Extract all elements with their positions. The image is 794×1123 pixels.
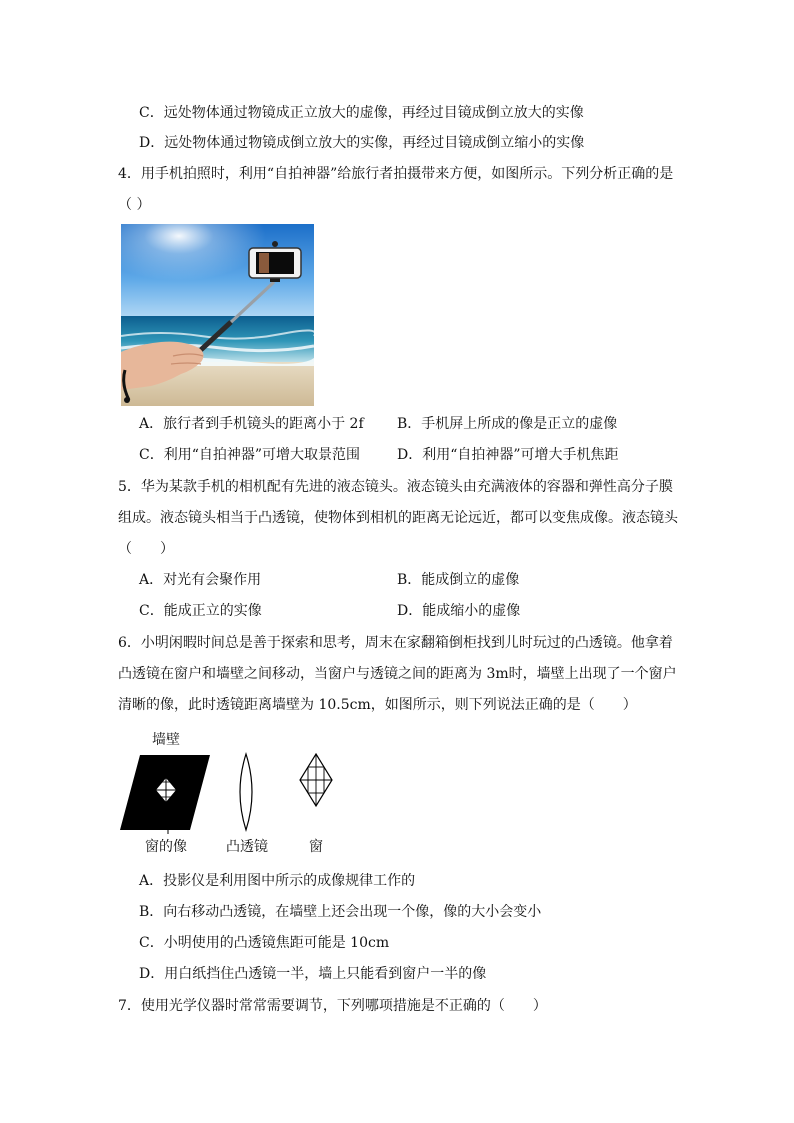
q5-option-c: C．能成正立的实像 [139,603,262,619]
figure-label-wall: 墙壁 [152,732,180,748]
window-icon [300,754,332,806]
q5-stem-line1: 5．华为某款手机的相机配有先进的液态镜头。液态镜头由充满液体的容器和弹性高分子膜 [118,479,673,495]
lens-imaging-diagram [118,752,343,834]
q5-option-d: D．能成缩小的虚像 [397,603,521,619]
q6-option-d: D．用白纸挡住凸透镜一半，墙上只能看到窗户一半的像 [139,966,487,982]
q4-option-a: A．旅行者到手机镜头的距离小于 2f [139,416,364,432]
q5-stem-line2: 组成。液态镜头相当于凸透镜，使物体到相机的距离无论远近，都可以变焦成像。液态镜头 [118,510,678,526]
q6-option-a: A．投影仪是利用图中所示的成像规律工作的 [139,873,416,889]
q3-option-c: C．远处物体通过物镜成正立放大的虚像，再经过目镜成倒立放大的实像 [139,105,584,121]
q7-stem: 7．使用光学仪器时常常需要调节，下列哪项措施是不正确的（ ） [118,998,547,1014]
figure-label-window: 窗 [309,839,323,855]
figure-label-lens: 凸透镜 [226,839,268,855]
q4-option-d: D．利用“自拍神器”可增大手机焦距 [397,447,619,463]
q4-paren: （ ） [118,197,151,213]
q6-option-b: B．向右移动凸透镜，在墙壁上还会出现一个像，像的大小会变小 [139,904,542,920]
q5-option-a: A．对光有会聚作用 [139,572,262,588]
q6-stem-line1: 6．小明闲暇时间总是善于探索和思考，周末在家翻箱倒柜找到儿时玩过的凸透镜。他拿着 [118,635,673,651]
q4-stem: 4．用手机拍照时，利用“自拍神器”给旅行者拍摄带来方便，如图所示。下列分析正确的是 [118,166,674,182]
q6-option-c: C．小明使用的凸透镜焦距可能是 10cm [139,935,390,951]
q6-stem-line2: 凸透镜在窗户和墙壁之间移动，当窗户与透镜之间的距离为 3m时，墙壁上出现了一个窗户 [118,666,677,682]
selfie-stick-photo [121,224,314,406]
q4-option-b: B．手机屏上所成的像是正立的虚像 [397,416,618,432]
q4-option-c: C．利用“自拍神器”可增大取景范围 [139,447,361,463]
q5-option-b: B．能成倒立的虚像 [397,572,520,588]
q5-paren: （ ） [118,541,174,557]
q3-option-d: D．远处物体通过物镜成倒立放大的实像，再经过目镜成倒立缩小的实像 [139,135,585,151]
figure-label-image: 窗的像 [145,839,187,855]
convex-lens-icon [240,754,252,830]
q6-stem-line3: 清晰的像，此时透镜距离墙壁为 10.5cm，如图所示，则下列说法正确的是（ ） [118,697,637,713]
